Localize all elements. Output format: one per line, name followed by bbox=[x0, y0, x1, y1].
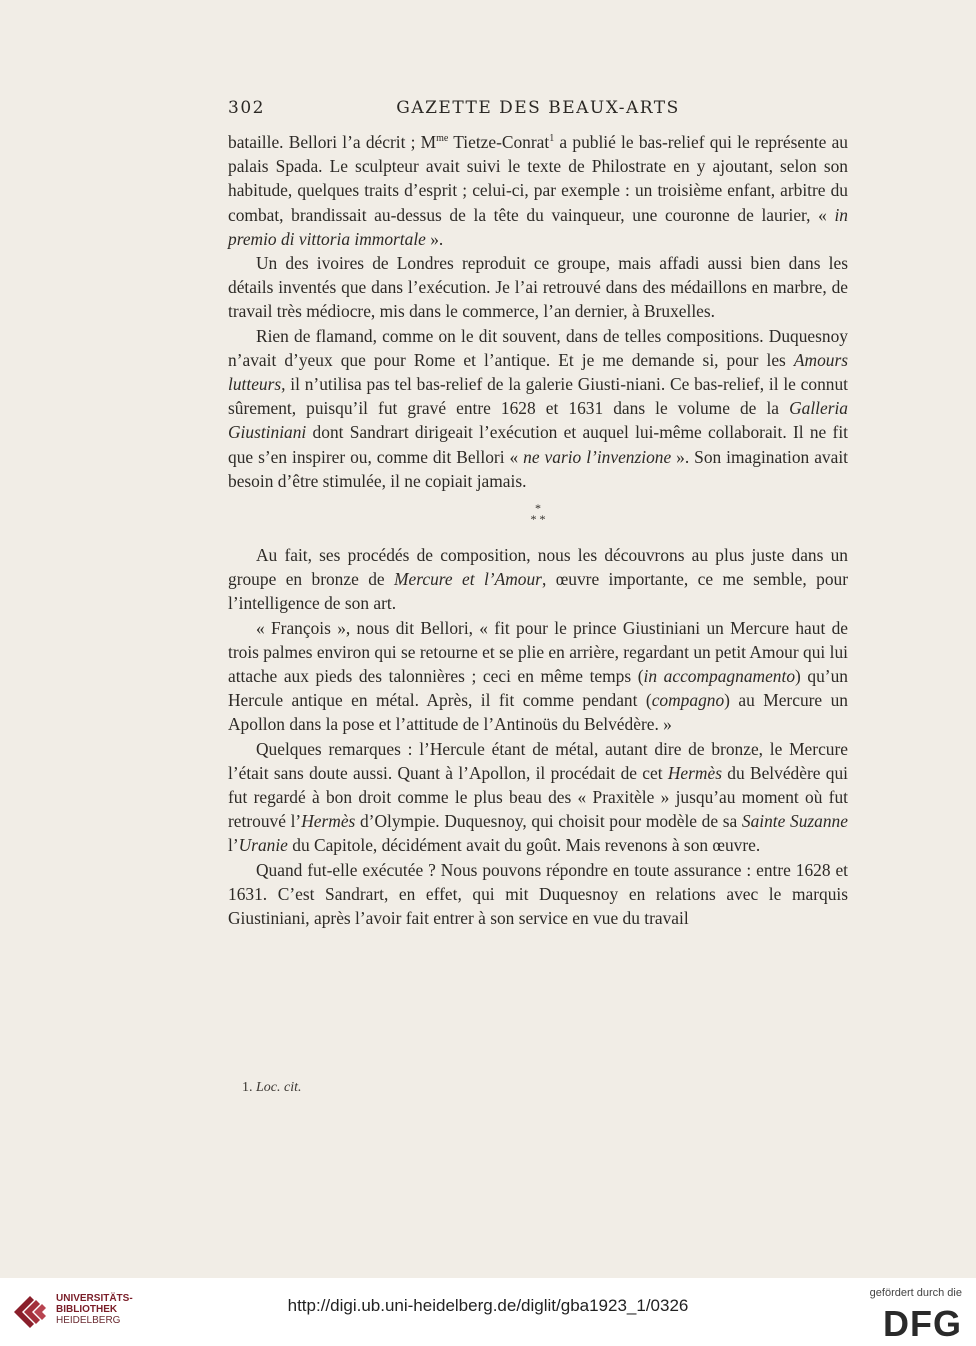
running-head bbox=[228, 98, 848, 122]
paragraph-2: Un des ivoires de Londres reproduit ce groupe, mais affadi aussi bien dans les détails inventés que dans l’exécution. Je l’ai retrouvé dans des médaillons en marbre, de travail très médiocre, mis dans le commerce, l’an dernier, à Bruxelles. bbox=[228, 253, 848, 322]
text-run: « François », nous dit Bellori, « fit pour le prince Giustiniani un Mercure haut de trois palmes environ qui se retourne et se plie en arrière, regardant un petit Amour qui lui attache aux pieds des talonnières ; ceci en même temps ( bbox=[228, 617, 848, 687]
italic-title: Amours lutteurs, bbox=[228, 349, 848, 395]
text-run: dont Sandrart dirigeait l’exécution et auquel lui-même collaborait. Il ne fit que s’en inspirer ou, comme dit Bellori « bbox=[228, 422, 848, 467]
body-text bbox=[228, 130, 848, 930]
library-line: HEIDELBERG bbox=[56, 1315, 121, 1326]
italic-title: Mercure et l’Amour bbox=[394, 569, 542, 590]
text-run: Au fait, ses procédés de composition, nous les découvrons au plus juste dans un groupe en bronze de bbox=[228, 545, 848, 590]
text-run: Rien de flamand, comme on le dit souvent, dans de telles compositions. Duquesnoy n’avait d’yeux que pour Rome et l’antique. Et je me demande si, pour les bbox=[228, 325, 848, 370]
asterism-bottom: * * bbox=[530, 512, 546, 527]
text-run: ) qu’un Hercule antique en métal. Après, il fit comme pendant ( bbox=[228, 666, 848, 711]
dfg-logo: DFG bbox=[883, 1303, 962, 1344]
italic-title: Uranie bbox=[238, 835, 288, 856]
paragraph-6 bbox=[228, 737, 848, 858]
sponsor-note: gefördert durch die bbox=[869, 1287, 962, 1299]
text-run: d’Olympie. Duquesnoy, qui choisit pour modèle de sa bbox=[355, 811, 742, 832]
asterism-top: * bbox=[535, 501, 541, 516]
paragraph-7: Quand fut-elle exécutée ? Nous pouvons répondre en toute assurance : entre 1628 et 1631. C’est Sandrart, en effet, qui mit Duquesnoy en relations avec le marquis Giustiniani, après l’avoir fait entrer à son service en vue du travail bbox=[228, 859, 848, 929]
text-run: Quelques remarques : l’Hercule étant de métal, autant dire de bronze, le Mercure l’était sans doute aussi. Quant à l’Apollon, il procédait de cet bbox=[228, 738, 848, 783]
text-run: , œuvre importante, ce me semble, pour l’intelligence de son art. bbox=[228, 569, 849, 614]
italic-title: Galleria Giustiniani bbox=[228, 398, 848, 443]
text-run: ». bbox=[425, 228, 444, 249]
text-run: il n’utilisa pas tel bas-relief de la galerie Giusti-niani. Ce bas-relief, il le connut sûrement, puisqu’il fut gravé entre 1628 et 1631 dans le volume de la bbox=[228, 374, 848, 419]
footnote bbox=[242, 1080, 302, 1096]
italic-quote: ne vario l’invenzione bbox=[523, 446, 672, 467]
paragraph-3 bbox=[228, 324, 848, 493]
source-url-link[interactable]: http://digi.ub.uni-heidelberg.de/diglit/gba1923_1/0326 bbox=[287, 1296, 689, 1315]
asterism bbox=[228, 503, 848, 525]
italic-quote: in premio di vittoria immortale bbox=[228, 204, 848, 249]
italic-title: Hermès bbox=[667, 762, 722, 783]
text-run: bataille. Bellori l’a décrit ; M bbox=[228, 132, 437, 152]
library-line: BIBLIOTHEK bbox=[56, 1304, 118, 1315]
footnote-number: 1. bbox=[242, 1080, 253, 1095]
text-run: ». Son imagination avait besoin d’être stimulée, il ne copiait jamais. bbox=[228, 446, 848, 491]
footnote-ref: 1 bbox=[549, 133, 555, 144]
italic-term: in accompagnamento bbox=[643, 666, 796, 687]
library-line: UNIVERSITÄTS- bbox=[56, 1293, 133, 1304]
text-run: a publié le bas-relief qui le représente au palais Spada. Le sculpteur avait suivi le texte de Philostrate en y ajoutant, selon son habitude, quelques traits d’esprit ; celui-ci, par exemple : un troisième enfant, arbitre du combat, brandissait au-dessus de la tête du vainqueur, une couronne de laurier, « bbox=[228, 132, 848, 225]
italic-title: Hermès bbox=[301, 811, 356, 832]
text-run: l’ bbox=[228, 835, 239, 856]
text-run: ) au Mercure un Apollon dans la pose et l’attitude de l’Antinoüs du Belvédère. » bbox=[228, 690, 848, 735]
italic-title: Sainte Suzanne bbox=[741, 811, 848, 832]
journal-title: GAZETTE DES BEAUX-ARTS bbox=[396, 98, 680, 118]
paragraph-4 bbox=[228, 543, 848, 616]
italic-term: compagno bbox=[651, 690, 725, 711]
page-number: 302 bbox=[228, 98, 265, 118]
footnote-text: Loc. cit. bbox=[256, 1080, 302, 1095]
text-run: Tietze-Conrat bbox=[448, 132, 550, 152]
text-run: du Capitole, décidément avait du goût. Mais revenons à son œuvre. bbox=[287, 835, 761, 856]
paragraph-1 bbox=[228, 130, 848, 251]
paragraph-5 bbox=[228, 616, 848, 737]
superscript: me bbox=[436, 133, 449, 144]
text-run: du Belvédère qui fut regardé à bon droit comme le plus beau des « Praxitèle » jusqu’au moment où fut retrouvé l’ bbox=[228, 762, 848, 832]
